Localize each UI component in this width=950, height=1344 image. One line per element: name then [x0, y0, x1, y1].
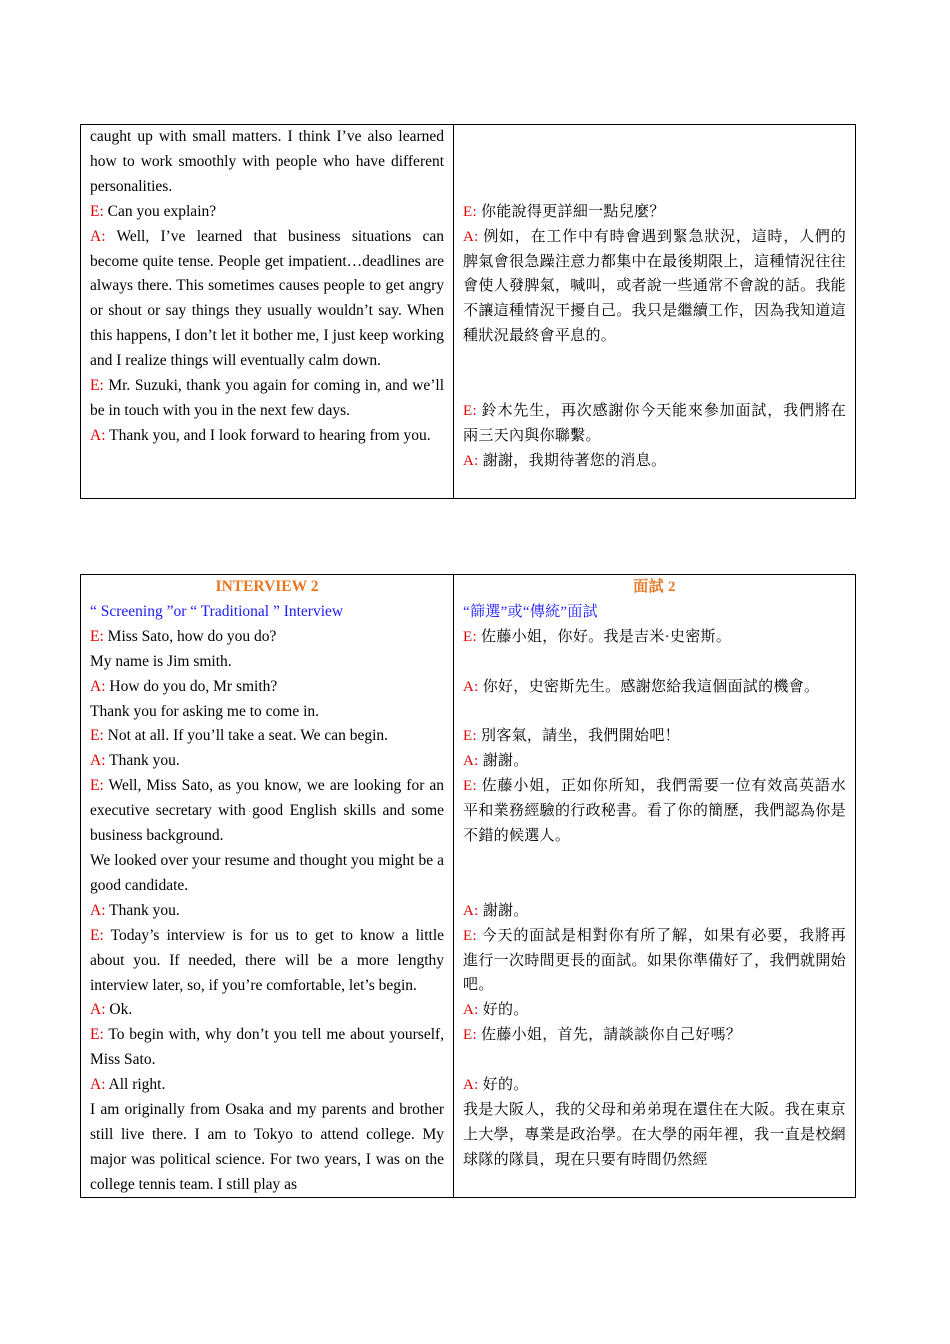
english-column — [81, 575, 454, 1197]
chinese-column — [454, 125, 855, 498]
dialogue-line: E: Mr. Suzuki, thank you again for coming in, and we’ll be in touch with you in the next few days. — [90, 377, 445, 419]
dialogue-line: E: 佐藤小姐，正如你所知，我們需要一位有效高英語水平和業務經驗的行政秘書。看了你的簡歷，我們認為你是不錯的候選人。 — [463, 778, 846, 845]
speaker-label: E: — [90, 627, 104, 645]
speaker-label: E: — [463, 927, 477, 944]
dialogue-line: A: 好的。 — [463, 1077, 529, 1094]
dialogue-line: I am originally from Osaka and my parents and brother still live there. I am to Tokyo to attend college. My major was political science. For two years, I was on the college tennis team. I still play as — [90, 1101, 445, 1193]
interview-subtitle: “ Screening ”or “ Traditional ” Interview — [90, 602, 344, 620]
dialogue-line: A: Well, I’ve learned that business situations can become quite tense. People get impatient…deadlines are always there. This sometimes causes people to get angry or shout or say things they usually wouldn’t say. When this happens, I don’t let it bother me, I just keep working and I realize things will eventually calm down. — [90, 227, 445, 370]
dialogue-table-2 — [80, 574, 856, 1198]
speaker-label: E: — [90, 202, 104, 220]
spacer — [463, 125, 846, 200]
speaker-label: A: — [463, 753, 479, 770]
english-column — [81, 125, 454, 498]
speaker-label: A: — [463, 1077, 479, 1094]
speaker-label: A: — [90, 227, 106, 245]
speaker-label: E: — [463, 203, 477, 220]
dialogue-line: E: Not at all. If you’ll take a seat. We can begin. — [90, 727, 389, 745]
dialogue-line: E: Well, Miss Sato, as you know, we are looking for an executive secretary with good English skills and some business background. — [90, 777, 445, 845]
dialogue-line: E: 別客氣，請坐，我們開始吧！ — [463, 728, 680, 745]
dialogue-line: E: 佐藤小姐，首先，請談談你自己好嗎？ — [463, 1027, 742, 1044]
speaker-label: A: — [90, 1001, 106, 1019]
speaker-label: E: — [90, 777, 104, 795]
paragraph: caught up with small matters. I think I’ve also learned how to work smoothly with people who have different personalities. — [90, 128, 445, 195]
speaker-label: A: — [463, 902, 479, 919]
dialogue-line: A: Thank you, and I look forward to hearing from you. — [90, 426, 431, 444]
speaker-label: E: — [463, 778, 477, 795]
speaker-label: E: — [90, 727, 104, 745]
chinese-column — [454, 575, 855, 1197]
dialogue-line: 我是大阪人，我的父母和弟弟現在還住在大阪。我在東京上大學，專業是政治學。在大學的兩年裡，我一直是校網球隊的隊員，現在只要有時間仍然經 — [463, 1101, 846, 1168]
dialogue-line: A: How do you do, Mr smith? — [90, 677, 278, 695]
speaker-label: A: — [90, 901, 106, 919]
speaker-label: A: — [463, 678, 479, 695]
dialogue-line: A: 你好，史密斯先生。感謝您給我這個面試的機會。 — [463, 678, 820, 695]
interview-subtitle: “篩選”或“傳統”面試 — [463, 603, 598, 620]
speaker-label: E: — [463, 728, 477, 745]
dialogue-line: A: Ok. — [90, 1001, 133, 1019]
speaker-label: E: — [90, 1026, 104, 1044]
speaker-label: A: — [90, 677, 106, 695]
dialogue-line: A: Thank you. — [90, 901, 180, 919]
dialogue-line: My name is Jim smith. — [90, 652, 232, 670]
dialogue-line: E: 佐藤小姐，你好。我是吉米·史密斯。 — [463, 628, 732, 645]
dialogue-line: E: 鈴木先生，再次感謝你今天能來參加面試，我們將在兩三天內與你聯繫。 — [463, 402, 846, 444]
speaker-label: E: — [463, 628, 477, 645]
interview-title: INTERVIEW 2 — [215, 578, 319, 595]
dialogue-line: A: 謝謝。 — [463, 753, 529, 770]
speaker-label: A: — [90, 752, 106, 770]
speaker-label: A: — [463, 228, 479, 245]
speaker-label: A: — [463, 1002, 479, 1019]
speaker-label: E: — [90, 377, 104, 395]
speaker-label: E: — [463, 1027, 477, 1044]
dialogue-line: E: Can you explain? — [90, 202, 217, 220]
dialogue-line: Thank you for asking me to come in. — [90, 702, 320, 720]
dialogue-line: E: 你能說得更詳細一點兒麼？ — [463, 203, 665, 220]
speaker-label: E: — [90, 926, 104, 944]
dialogue-line: E: To begin with, why don’t you tell me about yourself, Miss Sato. — [90, 1026, 445, 1069]
dialogue-table-1 — [80, 124, 856, 499]
dialogue-line: A: 好的。 — [463, 1002, 529, 1019]
dialogue-line: A: All right. — [90, 1076, 166, 1094]
speaker-label: E: — [463, 402, 477, 419]
dialogue-line: A: 謝謝，我期待著您的消息。 — [463, 452, 667, 469]
speaker-label: A: — [90, 426, 106, 444]
dialogue-line: E: Miss Sato, how do you do? — [90, 627, 277, 645]
dialogue-line: A: Thank you. — [90, 752, 180, 770]
dialogue-line: E: Today’s interview is for us to get to know a little about you. If needed, there will be a more lengthy interview later, so, if you’re comfortable, let’s begin. — [90, 926, 445, 994]
dialogue-line: We looked over your resume and thought you might be a good candidate. — [90, 851, 445, 894]
speaker-label: A: — [90, 1076, 106, 1094]
dialogue-line: A: 例如，在工作中有時會遇到緊急狀況，這時，人們的脾氣會很急躁注意力都集中在最後期限上，這種情況往往會使人發脾氣，喊叫，或者說一些通常不會說的話。我能不讓這種情況干擾自己。我只是繼續工作，因為我知道這種狀況最終會平息的。 — [463, 228, 846, 345]
dialogue-line: E: 今天的面試是相對你有所了解，如果有必要，我將再進行一次時間更長的面試。如果你準備好了，我們就開始吧。 — [463, 927, 846, 994]
dialogue-line: A: 謝謝。 — [463, 902, 529, 919]
speaker-label: A: — [463, 452, 479, 469]
interview-title: 面試 2 — [633, 579, 676, 595]
